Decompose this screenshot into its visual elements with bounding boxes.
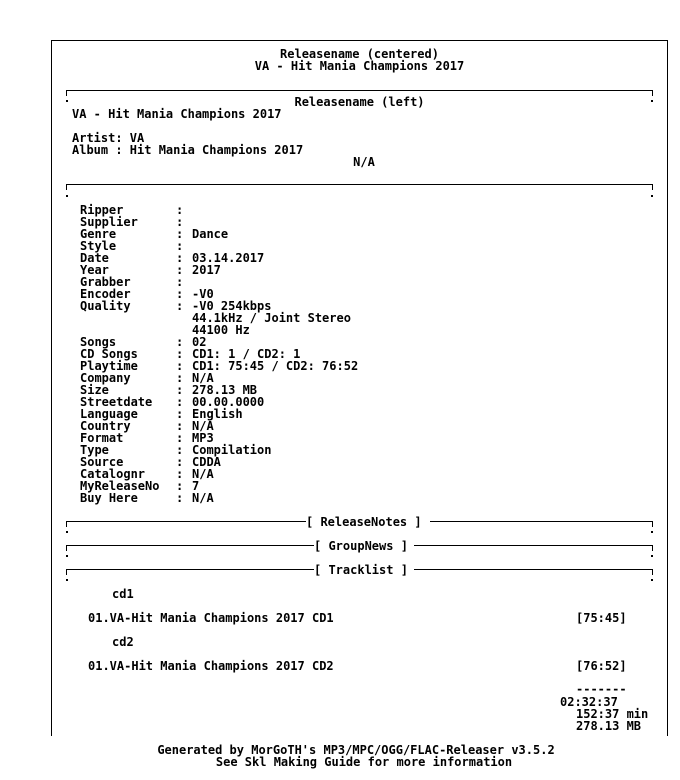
info-value: -V0: [192, 287, 214, 301]
info-value: N/A: [192, 491, 214, 505]
info-value: Dance: [192, 227, 229, 241]
releasenotes-dot-right: [651, 531, 653, 533]
tracklist-rule-left: [66, 569, 314, 570]
info-key: MyReleaseNo: [80, 479, 160, 493]
release-name-left: VA - Hit Mania Champions 2017: [72, 107, 282, 121]
info-colon: :: [176, 239, 184, 253]
info-value: CD1: 75:45 / CD2: 76:52: [192, 359, 359, 373]
info-value: N/A: [192, 371, 214, 385]
cd1-label: cd1: [112, 587, 134, 601]
release-title-centered: Releasename (centered): [280, 47, 439, 61]
cd2-track-title: 01.VA-Hit Mania Champions 2017 CD2: [88, 659, 334, 673]
info-colon: :: [176, 227, 184, 241]
info-key: Buy Here: [80, 491, 138, 505]
info-colon: :: [176, 419, 184, 433]
info-value: MP3: [192, 431, 214, 445]
info-value: Compilation: [192, 443, 272, 457]
info-key: Year: [80, 263, 109, 277]
info-value: -V0 254kbps: [192, 299, 272, 313]
total-minutes: 152:37 min: [576, 707, 649, 721]
info-colon: :: [176, 383, 184, 397]
info-colon: :: [176, 455, 184, 469]
info-colon: :: [176, 443, 184, 457]
release-box-top-border: [66, 90, 653, 91]
info-value: 00.00.0000: [192, 395, 265, 409]
groupnews-heading: [ GroupNews ]: [314, 539, 408, 553]
info-colon: :: [176, 467, 184, 481]
info-key: Supplier: [80, 215, 138, 229]
info-key: Country: [80, 419, 131, 433]
releasenotes-dot-left: [66, 531, 68, 533]
groupnews-dot-right: [651, 555, 653, 557]
release-title-left: Releasename (left): [294, 95, 425, 109]
info-colon: :: [176, 395, 184, 409]
info-key: Quality: [80, 299, 131, 313]
info-colon: :: [176, 431, 184, 445]
info-colon: :: [176, 335, 184, 349]
release-name-centered: VA - Hit Mania Champions 2017: [254, 59, 465, 73]
tracklist-heading: [ Tracklist ]: [314, 563, 408, 577]
cd1-track-title: 01.VA-Hit Mania Champions 2017 CD1: [88, 611, 334, 625]
total-separator: -------: [576, 682, 627, 696]
info-key: Language: [80, 407, 138, 421]
footer-generated: Generated by MorGoTH's MP3/MPC/OGG/FLAC-Releaser v3.5.2: [157, 743, 555, 757]
info-key: Grabber: [80, 275, 131, 289]
info-key: Company: [80, 371, 131, 385]
info-colon: :: [176, 479, 184, 493]
info-key: Source: [80, 455, 124, 469]
releasenotes-corner-left: [66, 521, 67, 527]
info-value: CDDA: [192, 455, 221, 469]
info-value: 278.13 MB: [192, 383, 258, 397]
extra-na: N/A: [353, 155, 375, 169]
info-key: Format: [80, 431, 124, 445]
info-key: Encoder: [80, 287, 131, 301]
tracklist-dot-right: [651, 579, 653, 581]
info-value: 44100 Hz: [192, 323, 250, 337]
info-value: 03.14.2017: [192, 251, 265, 265]
info-box-dot-right: [651, 195, 653, 197]
tracklist-corner-left: [66, 569, 67, 575]
info-box-corner-right: [652, 184, 653, 190]
artist-line: Artist: VA: [72, 131, 145, 145]
info-colon: :: [176, 347, 184, 361]
info-colon: :: [176, 407, 184, 421]
info-colon: :: [176, 299, 184, 313]
info-value: 02: [192, 335, 207, 349]
cd1-track-time: [75:45]: [576, 611, 627, 625]
info-colon: :: [176, 371, 184, 385]
groupnews-corner-left: [66, 545, 67, 551]
tracklist-dot-left: [66, 579, 68, 581]
releasenotes-heading: [ ReleaseNotes ]: [306, 515, 422, 529]
info-value: English: [192, 407, 243, 421]
info-colon: :: [176, 215, 184, 229]
info-key: Ripper: [80, 203, 124, 217]
cd2-label: cd2: [112, 635, 134, 649]
info-colon: :: [176, 263, 184, 277]
info-key: Size: [80, 383, 109, 397]
info-value: CD1: 1 / CD2: 1: [192, 347, 301, 361]
info-box-dot-left: [66, 195, 68, 197]
groupnews-rule-left: [66, 545, 314, 546]
info-colon: :: [176, 251, 184, 265]
info-box-corner-left: [66, 184, 67, 190]
info-colon: :: [176, 275, 184, 289]
groupnews-corner-right: [652, 545, 653, 551]
info-key: Songs: [80, 335, 117, 349]
info-box-top-border: [66, 184, 653, 185]
cd2-track-time: [76:52]: [576, 659, 627, 673]
info-key: Type: [80, 443, 109, 457]
info-key: Date: [80, 251, 109, 265]
total-size: 278.13 MB: [576, 719, 642, 733]
tracklist-corner-right: [652, 569, 653, 575]
info-colon: :: [176, 203, 184, 217]
info-colon: :: [176, 287, 184, 301]
info-key: CD Songs: [80, 347, 138, 361]
releasenotes-corner-right: [652, 521, 653, 527]
info-value: 44.1kHz / Joint Stereo: [192, 311, 351, 325]
info-key: Playtime: [80, 359, 138, 373]
info-key: Style: [80, 239, 117, 253]
releasenotes-rule-left: [66, 521, 306, 522]
total-time: 02:32:37: [560, 695, 618, 709]
info-colon: :: [176, 491, 184, 505]
info-value: N/A: [192, 419, 214, 433]
footer-guide: See Skl Making Guide for more information: [215, 755, 513, 769]
info-value: 7: [192, 479, 200, 493]
groupnews-dot-left: [66, 555, 68, 557]
tracklist-rule-right: [414, 569, 653, 570]
album-line: Album : Hit Mania Champions 2017: [72, 143, 304, 157]
groupnews-rule-right: [414, 545, 653, 546]
info-value: N/A: [192, 467, 214, 481]
info-value: 2017: [192, 263, 221, 277]
info-colon: :: [176, 359, 184, 373]
info-key: Catalognr: [80, 467, 146, 481]
info-key: Streetdate: [80, 395, 153, 409]
releasenotes-rule-right: [430, 521, 653, 522]
info-key: Genre: [80, 227, 117, 241]
